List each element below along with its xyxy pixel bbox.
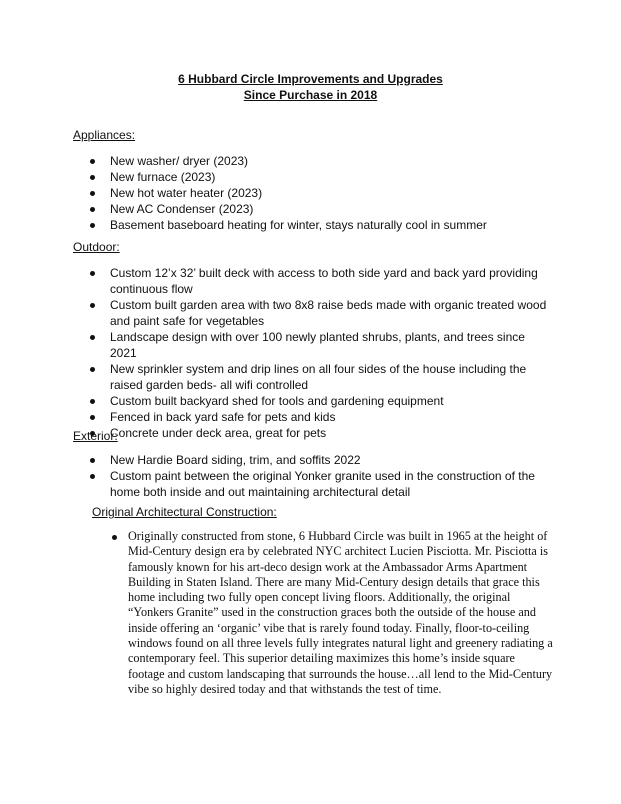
- exterior-list: [0, 452, 550, 500]
- bullet-icon: [90, 159, 95, 164]
- document-subtitle: Since Purchase in 2018: [243, 88, 378, 102]
- document-title: 6 Hubbard Circle Improvements and Upgrades: [178, 72, 443, 86]
- list-item: Basement baseboard heating for winter, stays naturally cool in summer: [0, 217, 550, 233]
- list-item: Fenced in back yard safe for pets and kids: [0, 409, 550, 425]
- list-item: Custom paint between the original Yonker granite used in the construction of the home both inside and out maintaining architectural detail: [0, 468, 550, 500]
- list-item: New sprinkler system and drip lines on all four sides of the house including the raised garden beds- all wifi controlled: [0, 361, 550, 393]
- bullet-icon: [90, 335, 95, 340]
- list-item: New AC Condenser (2023): [0, 201, 550, 217]
- original-construction-heading: Original Architectural Construction:: [92, 505, 277, 519]
- outdoor-heading: Outdoor:: [73, 240, 120, 254]
- list-item: Custom built backyard shed for tools and gardening equipment: [0, 393, 550, 409]
- list-item: Custom 12’x 32’ built deck with access to both side yard and back yard providing continuous flow: [0, 265, 550, 297]
- original-construction-paragraph: Originally constructed from stone, 6 Hubbard Circle was built in 1965 at the height of Mid-Century design era by celebrated NYC architect Lucien Pisciotta. Mr. Pisciotta is famously known for his art-deco design work at the Ambassador Arms Apartment Building in Staten Island. There are many Mid-Century design details that grace this home including two fully open concept living floors. Additionally, the original “Yonkers Granite” used in the construction graces both the outside of the house and inside offering an ‘organic’ vibe that is rarely found today. Finally, floor-to-ceiling windows found on all three levels fully integrates natural light and greenery radiating a contemporary feel. This superior detailing maximizes this home’s inside square footage and custom landscaping that surrounds the house…all lend to the Mid-Century vibe so highly desired today and that withstands the test of time.: [128, 529, 553, 696]
- appliances-heading: Appliances:: [73, 128, 136, 142]
- exterior-heading: Exterior:: [73, 429, 118, 443]
- list-item: Landscape design with over 100 newly planted shrubs, plants, and trees since 2021: [0, 329, 550, 361]
- outdoor-list: [0, 265, 550, 441]
- bullet-icon: [90, 191, 95, 196]
- bullet-icon: [90, 367, 95, 372]
- bullet-icon: [112, 535, 117, 540]
- bullet-icon: [90, 207, 95, 212]
- list-item: New hot water heater (2023): [0, 185, 550, 201]
- list-item: Concrete under deck area, great for pets: [0, 425, 550, 441]
- appliances-list: [0, 153, 550, 233]
- bullet-icon: [90, 223, 95, 228]
- bullet-icon: [90, 474, 95, 479]
- list-item: New washer/ dryer (2023): [0, 153, 550, 169]
- list-item: New furnace (2023): [0, 169, 550, 185]
- bullet-icon: [90, 458, 95, 463]
- list-item: Custom built garden area with two 8x8 raise beds made with organic treated wood and paint safe for vegetables: [0, 297, 550, 329]
- bullet-icon: [90, 303, 95, 308]
- bullet-icon: [90, 175, 95, 180]
- list-item: New Hardie Board siding, trim, and soffits 2022: [0, 452, 550, 468]
- bullet-icon: [90, 399, 95, 404]
- bullet-icon: [90, 415, 95, 420]
- bullet-icon: [90, 271, 95, 276]
